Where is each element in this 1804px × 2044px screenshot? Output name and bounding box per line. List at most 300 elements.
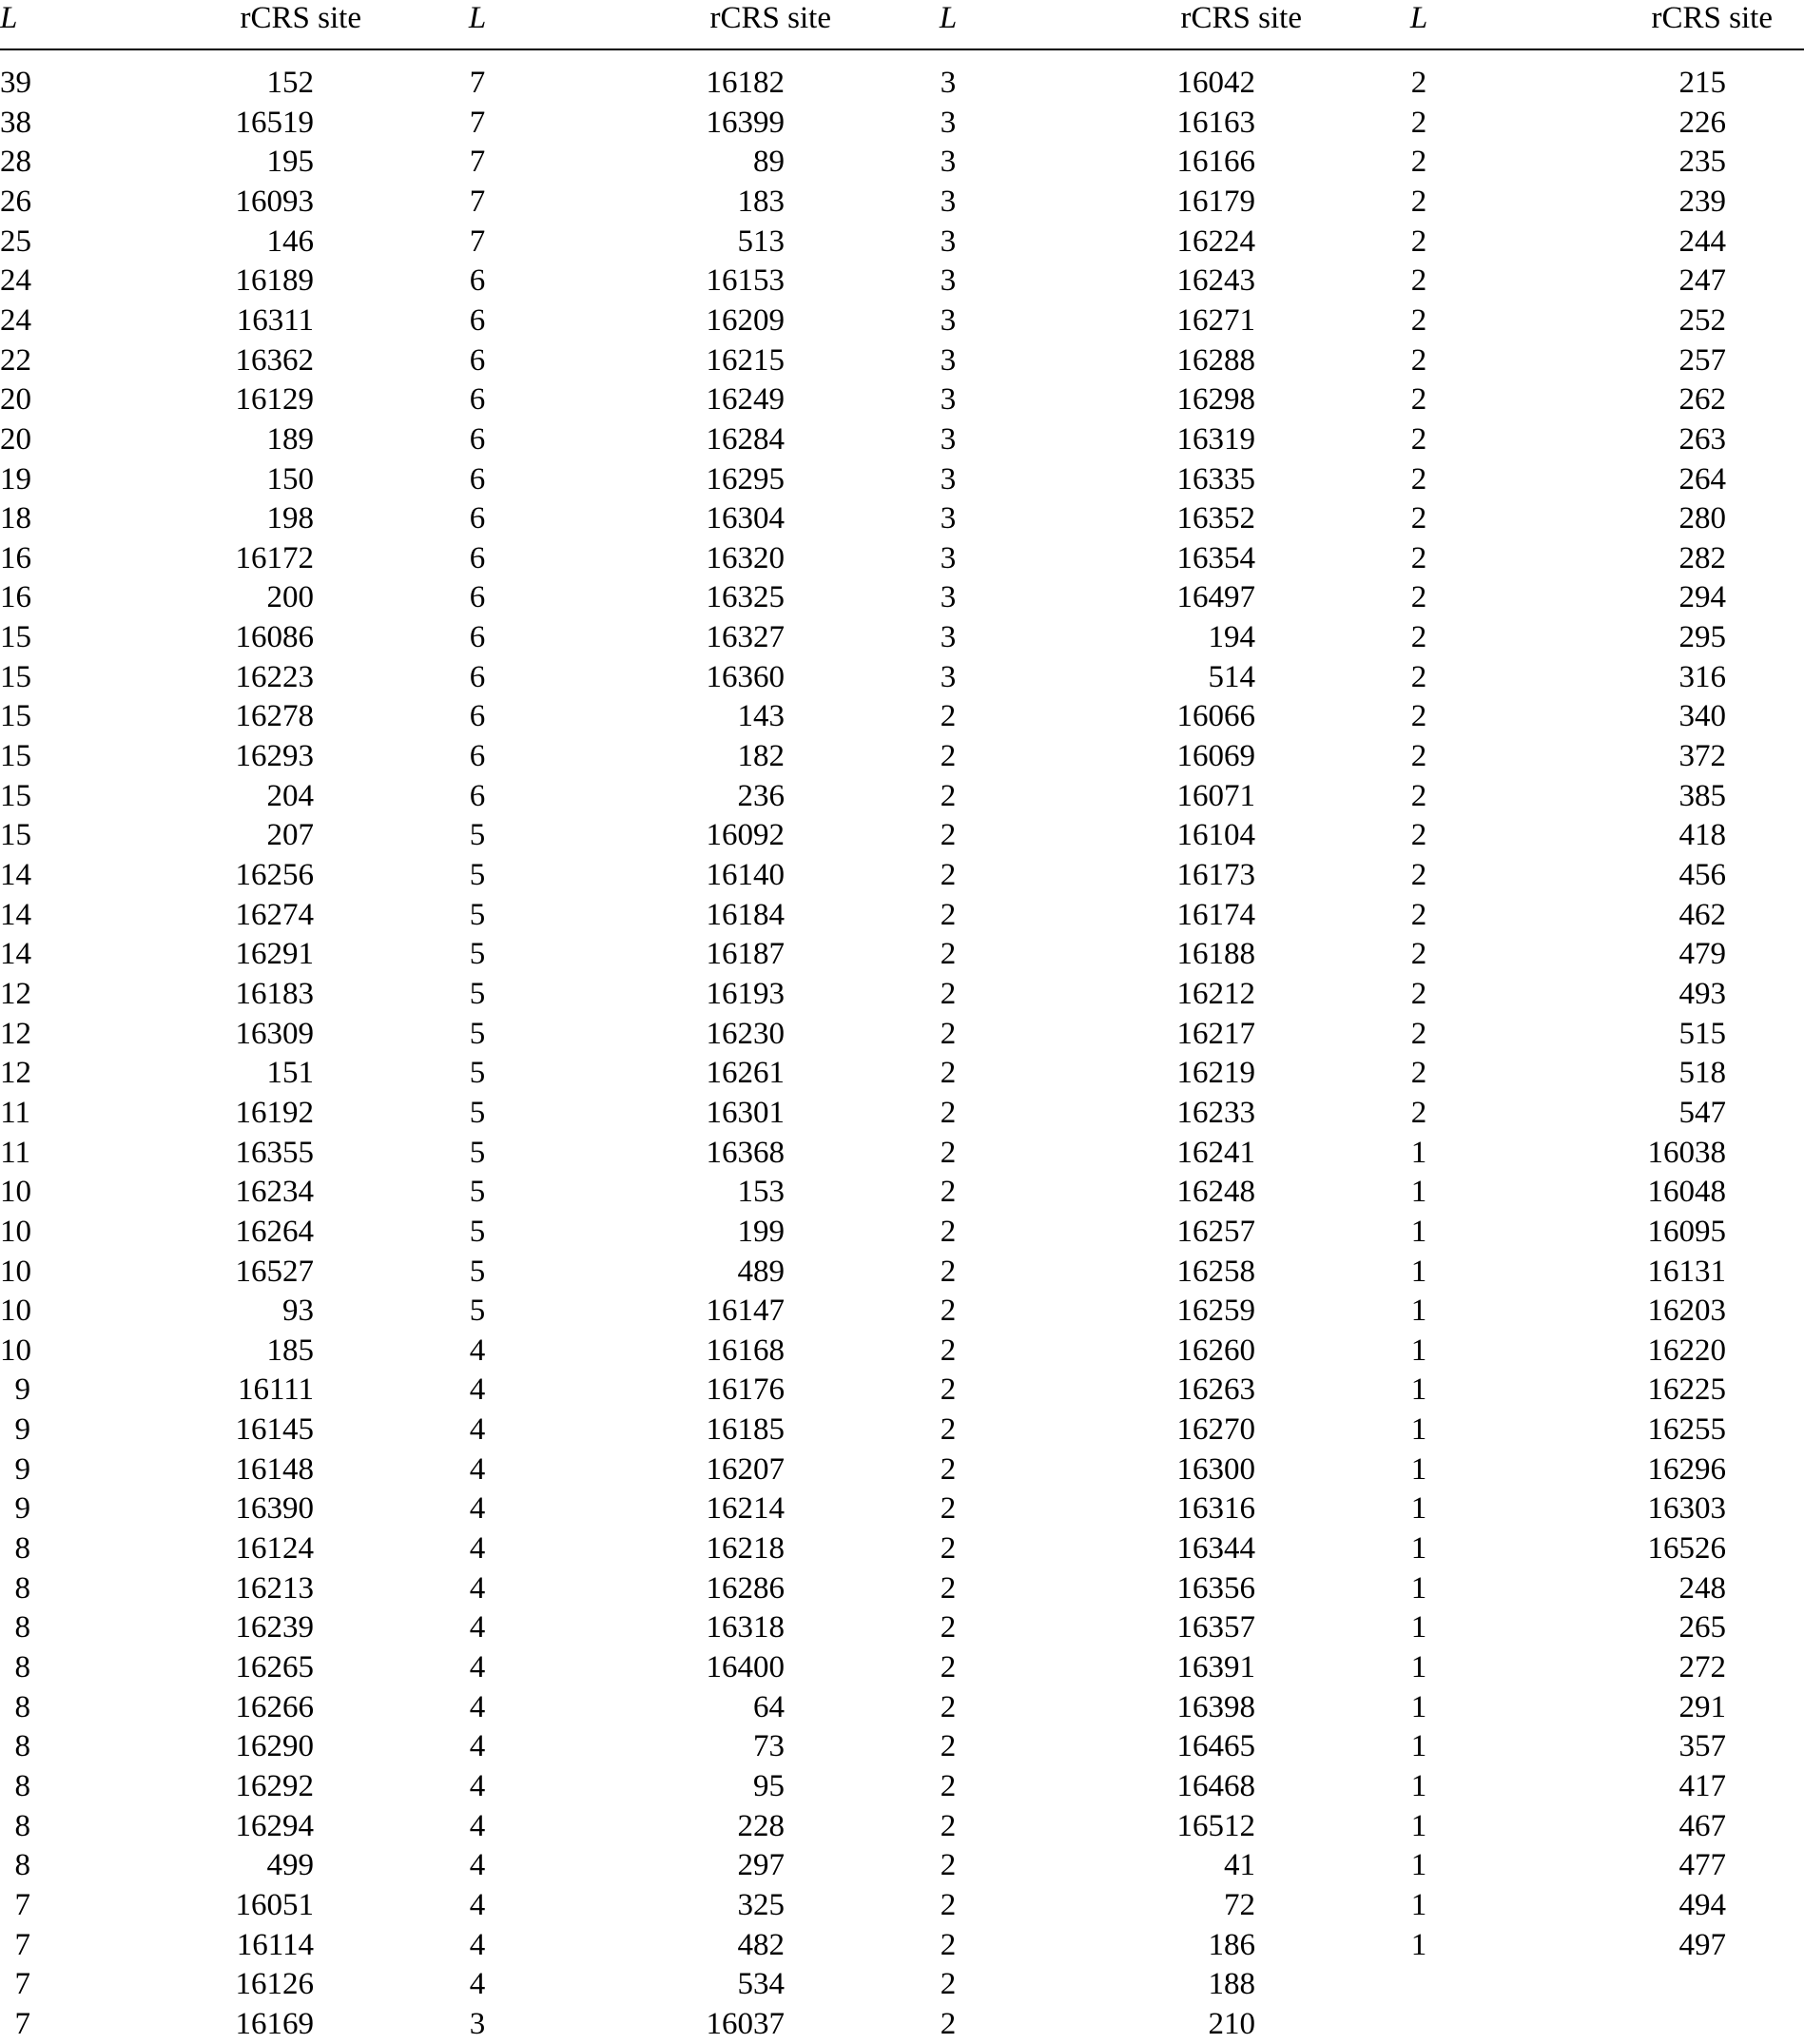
site-cell: 16300 [1176,1451,1255,1487]
site-cell: 16261 [706,1056,785,1091]
site-cell: 372 [1678,739,1726,774]
l-cell: 6 [469,501,486,536]
site-cell: 16230 [706,1016,785,1051]
l-cell: 1 [1410,1689,1427,1724]
site-cell: 16243 [1176,263,1255,299]
site-cell: 263 [1678,421,1726,457]
site-cell: 64 [753,1689,785,1724]
site-cell: 16192 [235,1095,314,1130]
table-row [0,459,1804,499]
l-cell: 9 [14,1372,30,1408]
table-row [0,103,1804,143]
l-cell: 2 [1410,421,1427,457]
site-cell: 16320 [706,540,785,575]
l-cell: 3 [940,105,957,140]
l-cell: 22 [0,342,31,378]
site-cell: 16259 [1176,1294,1255,1329]
l-cell: 4 [469,1848,486,1883]
l-cell: 5 [469,1135,486,1170]
header-site-4: rCRS site [1651,1,1773,35]
site-cell: 297 [737,1848,785,1883]
l-cell: 6 [469,540,486,575]
site-cell: 16327 [706,620,785,655]
table-row [0,1806,1804,1846]
l-cell: 2 [940,2006,957,2041]
l-cell: 2 [940,778,957,813]
l-cell: 10 [0,1214,31,1249]
l-cell: 6 [469,263,486,299]
l-cell: 4 [469,1333,486,1368]
site-cell: 16233 [1176,1095,1255,1130]
l-cell: 9 [14,1451,30,1487]
l-cell: 6 [469,421,486,457]
table-row [0,1568,1804,1608]
l-cell: 3 [940,421,957,457]
site-cell: 16352 [1176,501,1255,536]
site-cell: 497 [1678,1927,1726,1962]
site-cell: 16319 [1176,421,1255,457]
l-cell: 1 [1410,1491,1427,1527]
site-cell: 418 [1678,818,1726,853]
site-cell: 16140 [706,858,785,892]
site-cell: 16296 [1647,1451,1726,1487]
l-cell: 5 [469,937,486,972]
l-cell: 2 [940,1531,957,1567]
site-cell: 95 [753,1768,785,1803]
l-cell: 4 [469,1451,486,1487]
site-cell: 248 [1678,1570,1726,1606]
l-cell: 20 [0,421,31,457]
l-cell: 2 [940,1650,957,1684]
site-cell: 182 [737,739,785,774]
site-cell: 16294 [235,1808,314,1843]
l-cell: 2 [1410,897,1427,932]
l-cell: 5 [469,1175,486,1210]
l-cell: 1 [1410,1254,1427,1289]
site-cell: 93 [282,1294,314,1329]
l-cell: 1 [1410,1175,1427,1210]
site-cell: 518 [1678,1056,1726,1091]
site-cell: 16303 [1647,1491,1726,1527]
site-cell: 16220 [1647,1333,1726,1368]
site-cell: 235 [1678,145,1726,180]
site-cell: 207 [266,818,314,853]
l-cell: 11 [0,1135,30,1170]
site-cell: 16264 [235,1214,314,1249]
l-cell: 2 [940,937,957,972]
l-cell: 8 [14,1531,30,1567]
l-cell: 11 [0,1095,30,1130]
site-cell: 16278 [235,699,314,734]
site-cell: 16169 [235,2006,314,2041]
l-cell: 4 [469,1372,486,1408]
site-cell: 16265 [235,1650,314,1684]
l-cell: 2 [940,1610,957,1645]
l-cell: 6 [469,739,486,774]
l-cell: 2 [940,1927,957,1962]
l-cell: 5 [469,1214,486,1249]
header-l-4: L [1409,1,1428,35]
l-cell: 3 [940,580,957,615]
l-cell: 2 [940,858,957,892]
l-cell: 2 [940,1135,957,1170]
site-cell: 16212 [1176,976,1255,1011]
l-cell: 2 [1410,699,1427,734]
l-cell: 5 [469,1294,486,1329]
l-cell: 2 [1410,184,1427,219]
l-cell: 24 [0,302,31,338]
l-cell: 4 [469,1570,486,1606]
l-cell: 15 [0,699,31,734]
l-cell: 2 [940,739,957,774]
site-cell: 16362 [235,342,314,378]
table-row [0,1489,1804,1528]
l-cell: 25 [0,224,31,259]
l-cell: 5 [469,1095,486,1130]
l-cell: 5 [469,976,486,1011]
l-cell: 4 [469,1491,486,1527]
l-cell: 2 [940,1412,957,1448]
site-cell: 499 [266,1848,314,1883]
table-row [0,1766,1804,1806]
site-cell: 16301 [706,1095,785,1130]
table-row [0,577,1804,617]
site-cell: 16071 [1176,778,1255,813]
site-cell: 477 [1678,1848,1726,1883]
l-cell: 2 [1410,1056,1427,1091]
l-cell: 15 [0,818,31,853]
l-cell: 24 [0,263,31,299]
site-cell: 16176 [706,1372,785,1408]
site-cell: 16344 [1176,1531,1255,1567]
table-row [0,261,1804,301]
site-cell: 282 [1678,540,1726,575]
site-cell: 16266 [235,1689,314,1724]
table-header [0,0,1804,40]
site-cell: 16131 [1647,1254,1726,1289]
site-cell: 153 [737,1175,785,1210]
site-cell: 16188 [1176,937,1255,972]
site-cell: 150 [266,461,314,496]
site-cell: 16066 [1176,699,1255,734]
l-cell: 3 [940,302,957,338]
site-cell: 16051 [235,1887,314,1922]
l-cell: 16 [0,580,31,615]
l-cell: 3 [940,461,957,496]
site-cell: 482 [737,1927,785,1962]
site-cell: 16166 [1176,145,1255,180]
l-cell: 1 [1410,1412,1427,1448]
table-row [0,1925,1804,1965]
site-cell: 236 [737,778,785,813]
site-cell: 183 [737,184,785,219]
site-cell: 16398 [1176,1689,1255,1724]
site-cell: 16356 [1176,1570,1255,1606]
site-cell: 16271 [1176,302,1255,338]
site-cell: 16355 [235,1135,314,1170]
site-cell: 265 [1678,1610,1726,1645]
l-cell: 12 [0,1056,31,1091]
site-cell: 493 [1678,976,1726,1011]
site-cell: 16316 [1176,1491,1255,1527]
table-row [0,1726,1804,1766]
site-cell: 16249 [706,382,785,418]
site-cell: 16168 [706,1333,785,1368]
l-cell: 6 [469,382,486,418]
site-cell: 16183 [235,976,314,1011]
site-cell: 515 [1678,1016,1726,1051]
l-cell: 2 [1410,263,1427,299]
table-row [0,1885,1804,1925]
l-cell: 7 [14,1887,30,1922]
table-row [0,1647,1804,1687]
l-cell: 2 [1410,620,1427,655]
table-row [0,182,1804,222]
site-cell: 200 [266,580,314,615]
site-cell: 467 [1678,1808,1726,1843]
l-cell: 1 [1410,1927,1427,1962]
table-row [0,63,1804,103]
l-cell: 2 [1410,105,1427,140]
l-cell: 12 [0,1016,31,1051]
table-row [0,974,1804,1014]
site-cell: 73 [753,1729,785,1764]
site-cell: 16335 [1176,461,1255,496]
l-cell: 3 [940,659,957,694]
l-cell: 9 [14,1412,30,1448]
l-cell: 5 [469,1056,486,1091]
site-cell: 215 [1678,66,1726,100]
site-cell: 16295 [706,461,785,496]
site-cell: 16263 [1176,1372,1255,1408]
site-cell: 16286 [706,1570,785,1606]
l-cell: 8 [14,1689,30,1724]
site-cell: 16293 [235,739,314,774]
site-cell: 204 [266,778,314,813]
site-cell: 16182 [706,66,785,100]
site-cell: 226 [1678,105,1726,140]
l-cell: 1 [1410,1650,1427,1684]
site-cell: 16213 [235,1570,314,1606]
site-cell: 16187 [706,937,785,972]
site-cell: 210 [1208,2006,1255,2041]
l-cell: 18 [0,501,31,536]
l-cell: 1 [1410,1848,1427,1883]
l-cell: 8 [14,1768,30,1803]
l-cell: 2 [940,1689,957,1724]
l-cell: 10 [0,1175,31,1210]
site-cell: 16304 [706,501,785,536]
l-cell: 2 [1410,224,1427,259]
site-cell: 16241 [1176,1135,1255,1170]
l-cell: 15 [0,620,31,655]
site-cell: 185 [266,1333,314,1368]
l-cell: 8 [14,1610,30,1645]
site-cell: 16209 [706,302,785,338]
l-cell: 6 [469,620,486,655]
table-row [0,1450,1804,1489]
header-l-1: L [0,1,18,35]
site-cell: 16148 [235,1451,314,1487]
site-cell: 16248 [1176,1175,1255,1210]
l-cell: 3 [940,66,957,100]
table-row [0,1964,1804,2004]
site-cell: 16258 [1176,1254,1255,1289]
site-cell: 513 [737,224,785,259]
site-cell: 72 [1224,1887,1255,1922]
site-cell: 239 [1678,184,1726,219]
l-cell: 3 [940,620,957,655]
l-cell: 5 [469,858,486,892]
site-cell: 417 [1678,1768,1726,1803]
l-cell: 1 [1410,1610,1427,1645]
header-site-3: rCRS site [1180,1,1302,35]
l-cell: 2 [1410,778,1427,813]
l-cell: 2 [940,818,957,853]
l-cell: 2 [940,1887,957,1922]
site-cell: 16174 [1176,897,1255,932]
l-cell: 2 [1410,937,1427,972]
site-cell: 16465 [1176,1729,1255,1764]
site-cell: 252 [1678,302,1726,338]
l-cell: 26 [0,184,31,219]
l-cell: 20 [0,382,31,418]
site-cell: 16298 [1176,382,1255,418]
site-cell: 272 [1678,1650,1726,1684]
site-cell: 16207 [706,1451,785,1487]
site-cell: 16239 [235,1610,314,1645]
table-row [0,617,1804,657]
l-cell: 2 [940,1491,957,1527]
l-cell: 15 [0,778,31,813]
table-row [0,1687,1804,1727]
site-cell: 16129 [235,382,314,418]
site-cell: 228 [737,1808,785,1843]
site-cell: 16189 [235,263,314,299]
l-cell: 38 [0,105,31,140]
table-row [0,301,1804,341]
site-cell: 16255 [1647,1412,1726,1448]
site-cell: 16163 [1176,105,1255,140]
l-cell: 2 [940,1808,957,1843]
l-cell: 7 [469,184,486,219]
l-cell: 39 [0,66,31,100]
l-cell: 2 [940,1768,957,1803]
site-cell: 547 [1678,1095,1726,1130]
l-cell: 4 [469,1808,486,1843]
site-cell: 16400 [706,1650,785,1684]
l-cell: 10 [0,1333,31,1368]
table-row [0,142,1804,182]
site-cell: 16217 [1176,1016,1255,1051]
table-row [0,222,1804,262]
l-cell: 2 [1410,1016,1427,1051]
site-cell: 16037 [706,2006,785,2041]
header-site-1: rCRS site [240,1,361,35]
site-cell: 189 [266,421,314,457]
table-row [0,1607,1804,1647]
l-cell: 1 [1410,1333,1427,1368]
l-cell: 7 [14,1927,30,1962]
l-cell: 4 [469,1531,486,1567]
l-cell: 28 [0,145,31,180]
l-cell: 2 [1410,501,1427,536]
l-cell: 1 [1410,1729,1427,1764]
table-row [0,498,1804,538]
site-cell: 152 [266,66,314,100]
site-cell: 16095 [1647,1214,1726,1249]
l-cell: 10 [0,1254,31,1289]
l-cell: 8 [14,1808,30,1843]
table-row [0,2004,1804,2044]
table-row [0,776,1804,816]
l-cell: 2 [1410,818,1427,853]
site-cell: 247 [1678,263,1726,299]
l-cell: 6 [469,659,486,694]
l-cell: 2 [940,1175,957,1210]
table-row [0,1014,1804,1054]
site-cell: 16111 [237,1372,314,1408]
site-cell: 16223 [235,659,314,694]
l-cell: 4 [469,1887,486,1922]
site-cell: 16215 [706,342,785,378]
site-cell: 257 [1678,342,1726,378]
l-cell: 2 [1410,145,1427,180]
site-cell: 16145 [235,1412,314,1448]
site-cell: 16512 [1176,1808,1255,1843]
site-cell: 146 [266,224,314,259]
l-cell: 1 [1410,1294,1427,1329]
site-cell: 16274 [235,897,314,932]
l-cell: 5 [469,1254,486,1289]
table-row [0,1093,1804,1133]
table-row [0,1528,1804,1568]
site-cell: 294 [1678,580,1726,615]
l-cell: 19 [0,461,31,496]
l-cell: 2 [940,1016,957,1051]
site-cell: 16311 [236,302,314,338]
site-cell: 16173 [1176,858,1255,892]
l-cell: 2 [1410,461,1427,496]
header-l-2: L [468,1,487,35]
l-cell: 6 [469,461,486,496]
site-cell: 456 [1678,858,1726,892]
l-cell: 1 [1410,1372,1427,1408]
l-cell: 2 [940,1095,957,1130]
l-cell: 4 [469,1610,486,1645]
site-cell: 16069 [1176,739,1255,774]
site-cell: 295 [1678,620,1726,655]
table-row [0,696,1804,736]
header-rule [0,49,1804,50]
site-cell: 16048 [1647,1175,1726,1210]
table-row [0,1252,1804,1292]
l-cell: 4 [469,1729,486,1764]
site-cell: 198 [266,501,314,536]
l-cell: 2 [940,897,957,932]
site-cell: 16468 [1176,1768,1255,1803]
table-row [0,1410,1804,1450]
l-cell: 7 [469,105,486,140]
site-cell: 195 [266,145,314,180]
site-cell: 16147 [706,1294,785,1329]
l-cell: 6 [469,580,486,615]
table-row [0,419,1804,459]
l-cell: 1 [1410,1808,1427,1843]
l-cell: 6 [469,302,486,338]
site-cell: 479 [1678,937,1726,972]
l-cell: 2 [1410,1095,1427,1130]
